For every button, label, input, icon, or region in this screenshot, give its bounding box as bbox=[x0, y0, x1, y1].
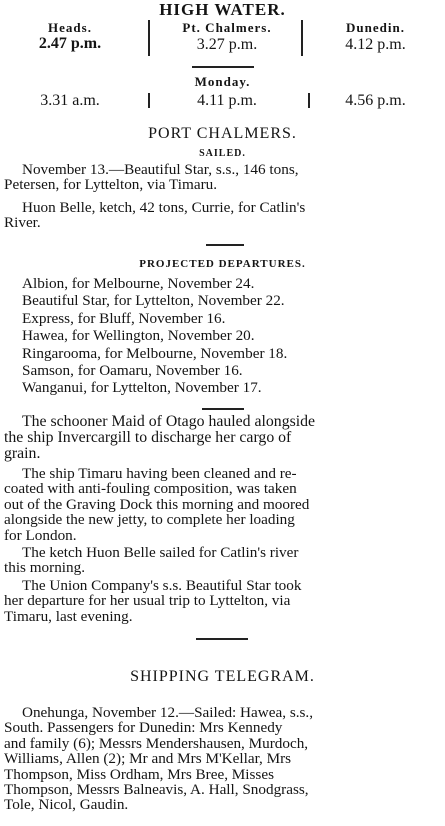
text-line: and family (6); Messrs Mendershausen, Murdoch, bbox=[4, 734, 309, 752]
port-chalmers-heading: PORT CHALMERS. bbox=[148, 125, 297, 142]
projected-departures-heading: PROJECTED DEPARTURES. bbox=[139, 258, 306, 270]
text-line: alongside the new jetty, to complete her loading bbox=[4, 511, 295, 529]
departure-item: Express, for Bluff, November 16. bbox=[22, 309, 226, 327]
text-line: this morning. bbox=[4, 559, 86, 577]
text-line: Huon Belle, ketch, 42 tons, Currie, for Catlin's bbox=[22, 199, 306, 216]
text-line: Williams, Allen (2); Mr and Mrs M'Kellar, Mrs bbox=[4, 750, 292, 768]
text-line: The Union Company's s.s. Beautiful Star took bbox=[22, 577, 302, 594]
monday-time-pt-chalmers: 4.11 p.m. bbox=[197, 92, 257, 109]
text-line: out of the Graving Dock this morning and moored bbox=[4, 495, 310, 513]
text-line: the ship Invercargill to discharge her cargo of bbox=[4, 429, 292, 446]
departure-item: Hawea, for Wellington, November 20. bbox=[22, 327, 255, 345]
shipping-telegram-heading: SHIPPING TELEGRAM. bbox=[130, 668, 315, 685]
text-line: River. bbox=[4, 214, 41, 232]
section-rule bbox=[192, 66, 254, 68]
projected-departures-list bbox=[22, 275, 287, 397]
section-rule bbox=[202, 408, 244, 410]
departure-item: Wanganui, for Lyttelton, November 17. bbox=[22, 379, 262, 397]
sailed-label: SAILED. bbox=[199, 148, 246, 159]
sailed-entry bbox=[4, 200, 442, 231]
text-line: grain. bbox=[4, 445, 41, 462]
heads-time: 2.47 p.m. bbox=[38, 35, 102, 52]
heads-label: Heads. bbox=[48, 20, 92, 35]
text-line: Tole, Nicol, Gaudin. bbox=[4, 796, 129, 814]
text-line: South. Passengers for Dunedin: Mrs Kennedy bbox=[4, 719, 283, 737]
text-line: Onehunga, November 12.—Sailed: Hawea, s.s., bbox=[22, 704, 314, 721]
sailed-entry bbox=[4, 162, 442, 193]
news-paragraph bbox=[4, 578, 442, 624]
news-paragraph bbox=[4, 466, 442, 543]
section-rule bbox=[196, 638, 248, 640]
section-rule bbox=[206, 244, 244, 246]
monday-label: Monday. bbox=[194, 74, 251, 89]
news-paragraph bbox=[4, 545, 442, 576]
text-line: Thompson, Miss Ordham, Mrs Bree, Misses bbox=[4, 765, 274, 783]
news-paragraph bbox=[4, 414, 442, 462]
pt-chalmers-time: 3.27 p.m. bbox=[196, 36, 258, 53]
column-divider bbox=[148, 20, 150, 56]
text-line: The ship Timaru having been cleaned and re- bbox=[22, 465, 297, 482]
dunedin-time: 4.12 p.m. bbox=[345, 36, 406, 53]
shipping-telegram-body bbox=[4, 705, 442, 813]
pt-chalmers-label: Pt. Chalmers. bbox=[182, 20, 272, 35]
text-line: coated with anti-fouling composition, was taken bbox=[4, 480, 297, 498]
dunedin-label: Dunedin. bbox=[346, 20, 405, 35]
text-line: Timaru, last evening. bbox=[4, 607, 133, 625]
text-line: for London. bbox=[4, 526, 77, 544]
high-water-title: HIGH WATER. bbox=[159, 0, 286, 19]
text-line: November 13.—Beautiful Star, s.s., 146 tons, bbox=[22, 161, 299, 178]
column-divider bbox=[301, 20, 303, 56]
text-line: Thompson, Messrs Balneavis, A. Hall, Snodgrass, bbox=[4, 781, 309, 799]
column-divider bbox=[148, 93, 150, 108]
text-line: The schooner Maid of Otago hauled alongside bbox=[22, 413, 316, 430]
text-line: The ketch Huon Belle sailed for Catlin's river bbox=[22, 544, 299, 561]
departure-item: Ringarooma, for Melbourne, November 18. bbox=[22, 344, 288, 362]
text-line: her departure for her usual trip to Lyttelton, via bbox=[4, 592, 291, 610]
text-line: Petersen, for Lyttelton, via Timaru. bbox=[4, 176, 218, 194]
column-divider bbox=[308, 93, 310, 108]
monday-time-heads: 3.31 a.m. bbox=[40, 92, 100, 109]
monday-time-dunedin: 4.56 p.m. bbox=[345, 92, 406, 109]
departure-item: Beautiful Star, for Lyttelton, November 22. bbox=[22, 292, 285, 310]
departure-item: Albion, for Melbourne, November 24. bbox=[22, 275, 255, 292]
departure-item: Samson, for Oamaru, November 16. bbox=[22, 362, 243, 380]
